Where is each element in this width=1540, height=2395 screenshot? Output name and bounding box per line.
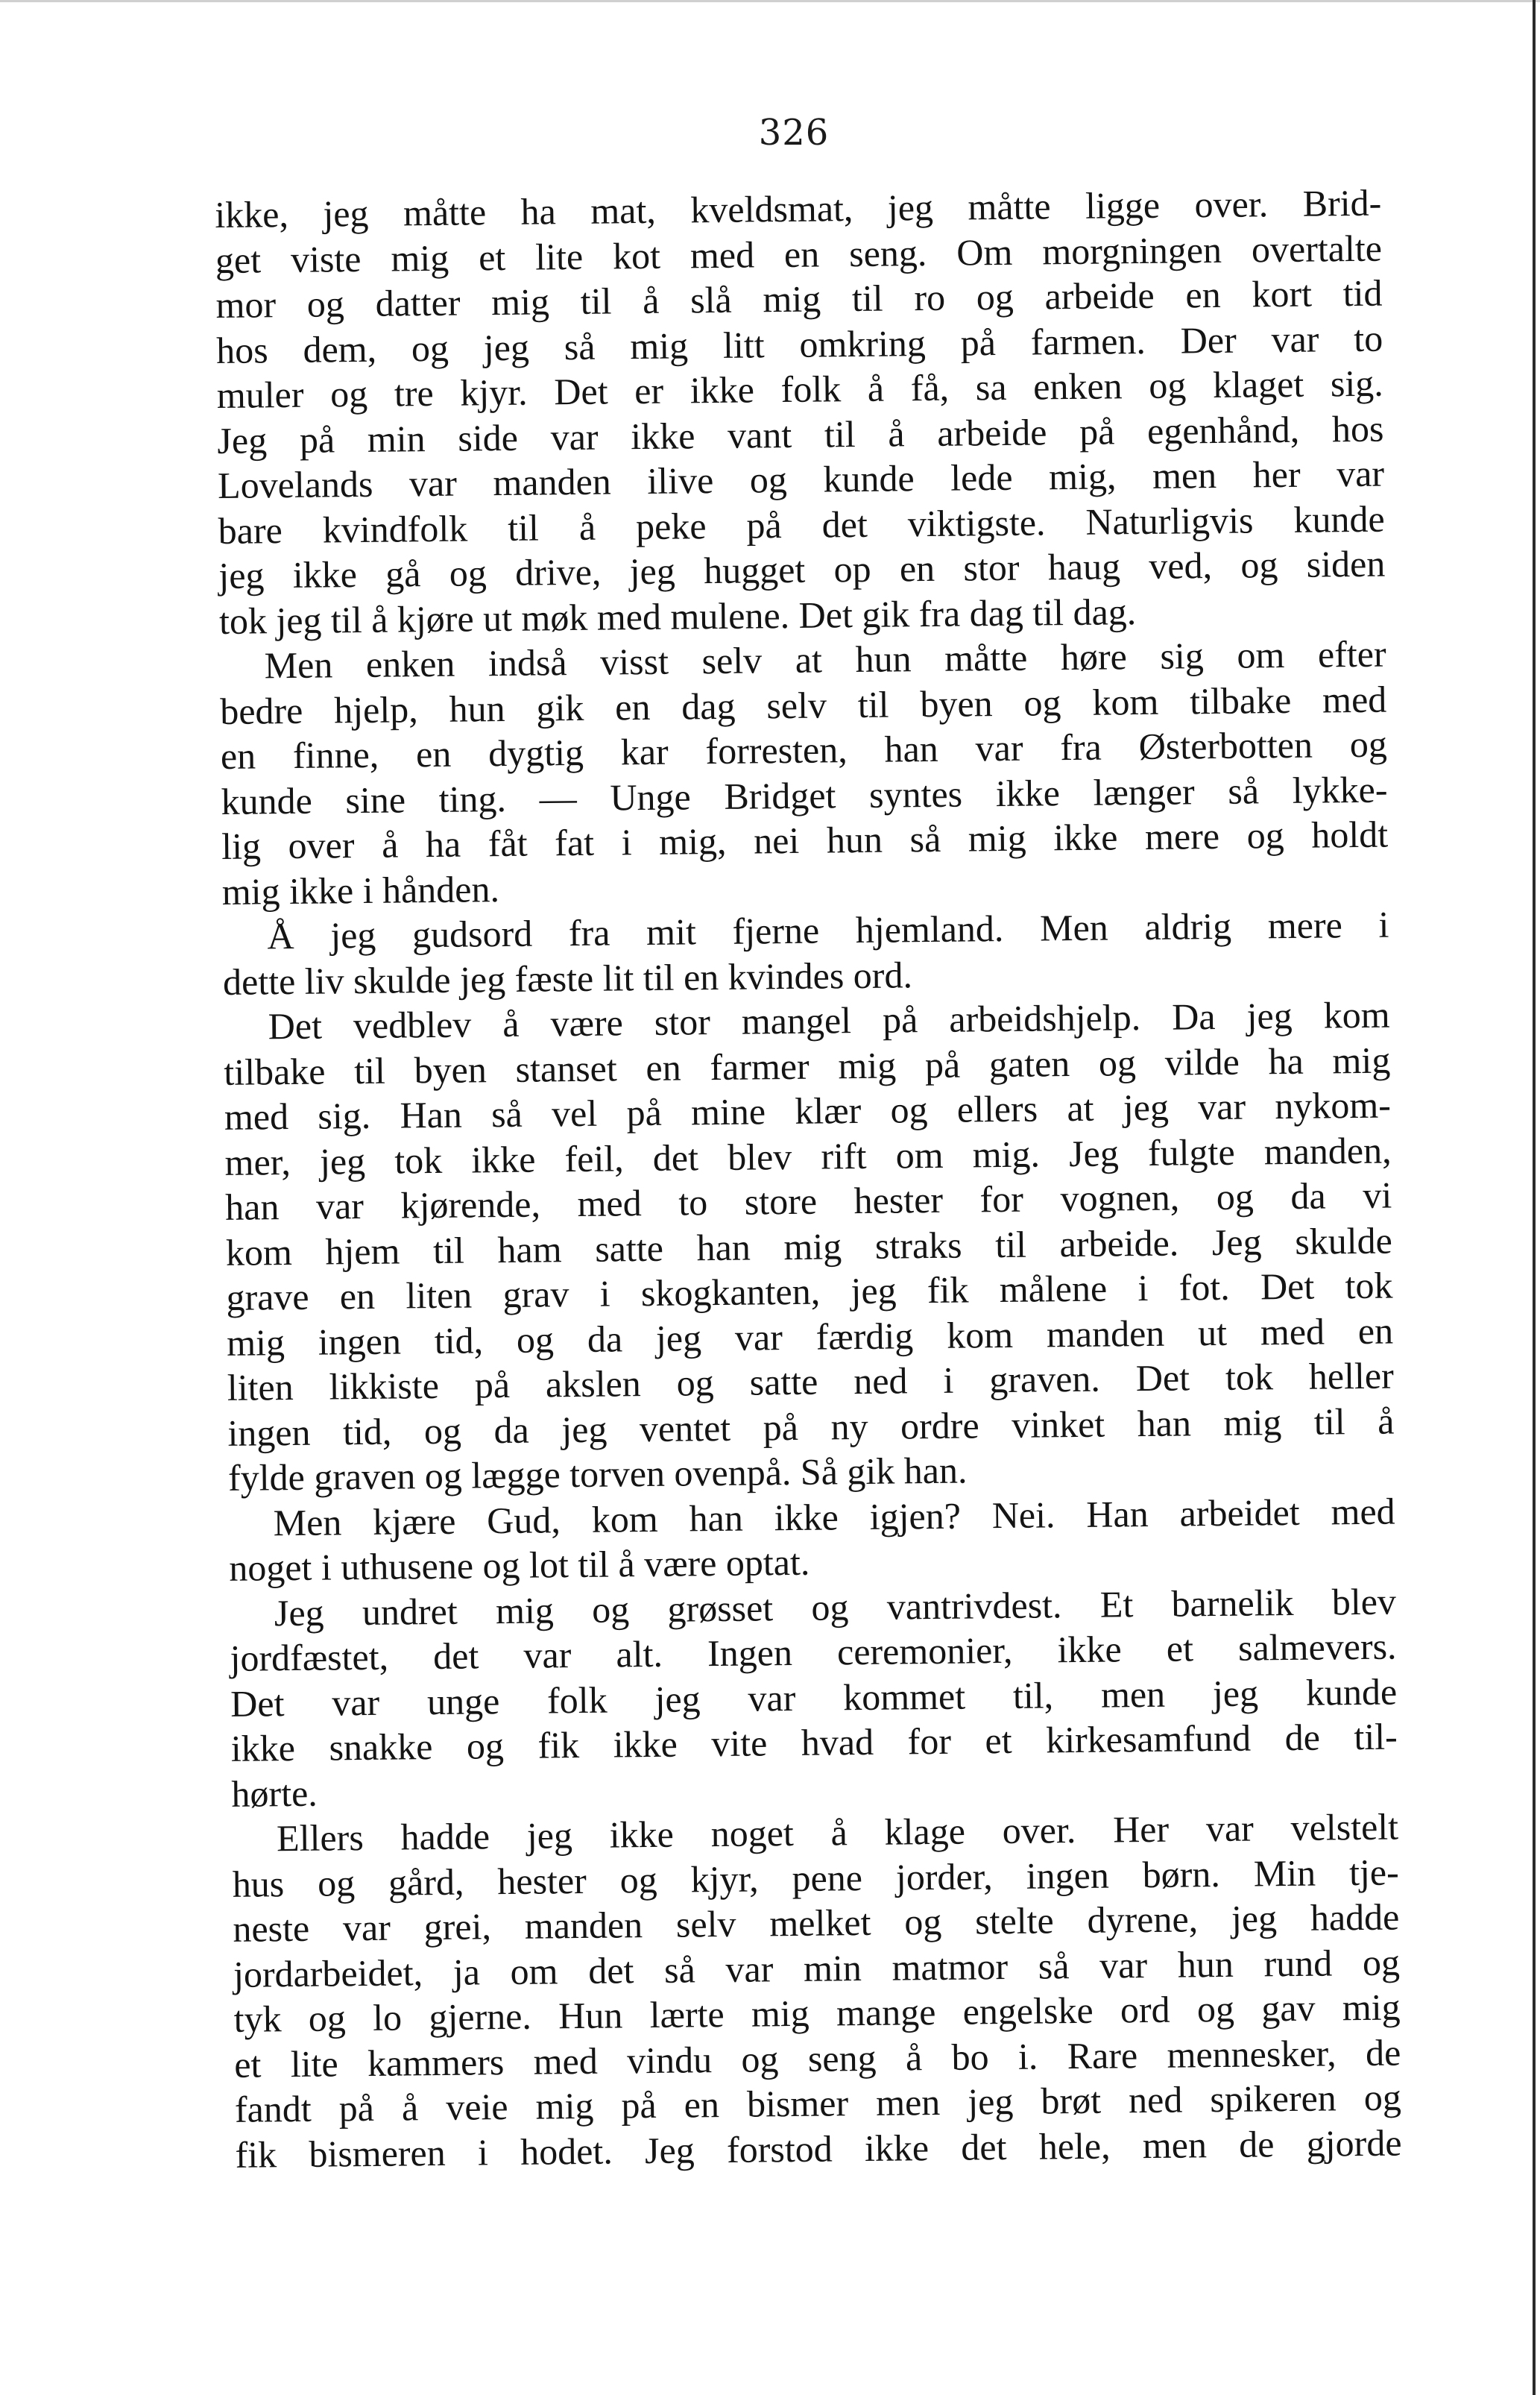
text-line: neste var grei, manden selv melket og stelte dyrene, jeg hadde <box>233 1895 1400 1950</box>
text-line: fandt på å veie mig på en bismer men jeg brøt ned spikeren og <box>234 2076 1402 2130</box>
text-line: fik bismeren i hodet. Jeg forstod ikke det hele, men de gjorde <box>235 2121 1402 2176</box>
text-line: Det var unge folk jeg var kommet til, men jeg kunde <box>230 1670 1398 1725</box>
paragraph <box>222 902 1389 1004</box>
text-line: Men kjære Gud, kom han ikke igjen? Nei. Han arbeidet med <box>273 1490 1395 1543</box>
page-top-edge <box>0 0 1540 2</box>
text-line: grave en liten grav i skogkanten, jeg fik målene i fot. Det tok <box>226 1264 1393 1318</box>
text-line: kom hjem til ham satte han mig straks til arbeide. Jeg skulde <box>225 1219 1393 1274</box>
text-line: Jeg undret mig og grøsset og vantrivdest. Et barnelik blev <box>274 1580 1397 1634</box>
text-line: jordarbeidet, ja om det så var min matmor så var hun rund og <box>233 1940 1401 1995</box>
text-line: mer, jeg tok ikke feil, det blev rift om mig. Jeg fulgte manden, <box>224 1129 1392 1183</box>
text-line: han var kjørende, med to store hester for vognen, og da vi <box>224 1174 1392 1228</box>
text-line: tilbake til byen stanset en farmer mig på gaten og vilde ha mig <box>224 1039 1391 1093</box>
text-line: noget i uthusene og lot til å være optat. <box>229 1540 810 1589</box>
text-line: muler og tre kjyr. Det er ikke folk å få, sa enken og klaget sig. <box>216 362 1384 416</box>
text-line: Å jeg gudsord fra mit fjerne hjemland. Men aldrig mere i <box>267 903 1389 957</box>
text-line: Jeg på min side var ikke vant til å arbeide på egenhånd, hos <box>217 407 1384 462</box>
text-line: fylde graven og lægge torven ovenpå. Så gik han. <box>227 1449 968 1499</box>
text-line: hos dem, og jeg så mig litt omkring på farmen. Der var to <box>215 317 1383 371</box>
text-line: tok jeg til å kjøre ut møk med mulene. Det gik fra dag til dag. <box>218 590 1137 642</box>
paragraph <box>215 180 1386 643</box>
text-line: ingen tid, og da jeg ventet på ny ordre vinket han mig til å <box>227 1400 1395 1454</box>
text-line: jordfæstet, det var alt. Ingen ceremonier, ikke et salmevers. <box>230 1625 1397 1679</box>
text-line: ikke, jeg måtte ha mat, kveldsmat, jeg måtte ligge over. Brid- <box>215 181 1382 236</box>
text-line: mor og datter mig til å slå mig til ro og arbeide en kort tid <box>215 271 1383 326</box>
text-line: ikke snakke og fik ikke vite hvad for et kirkesamfund de til- <box>230 1715 1398 1769</box>
text-line: Men enken indså visst selv at hun måtte høre sig om efter <box>264 632 1386 687</box>
text-line: Lovelands var manden ilive og kunde lede mig, men her var <box>217 452 1385 506</box>
text-line: bare kvindfolk til å peke på det viktigste. Naturligvis kunde <box>218 497 1385 552</box>
paragraph <box>230 1579 1398 1816</box>
paragraph <box>228 1488 1395 1590</box>
text-line: en finne, en dygtig kar forresten, han var fra Østerbotten og <box>220 723 1388 777</box>
text-line: hus og gård, hester og kjyr, pene jorder, ingen børn. Min tje- <box>232 1850 1399 1905</box>
page-number: 326 <box>758 112 830 154</box>
text-line: Det vedblev å være stor mangel på arbeidshjelp. Da jeg kom <box>268 993 1390 1048</box>
text-line: hørte. <box>231 1772 318 1815</box>
text-line: Ellers hadde jeg ikke noget å klage over. Her var velstelt <box>276 1805 1399 1860</box>
text-line: jeg ikke gå og drive, jeg hugget op en stor haug ved, og siden <box>218 542 1386 597</box>
text-line: dette liv skulde jeg fæste lit til en kvindes ord. <box>222 953 913 1003</box>
text-line: mig ikke i hånden. <box>221 867 500 913</box>
paragraph <box>219 632 1389 914</box>
body-text <box>215 180 1402 2177</box>
paragraph <box>232 1804 1402 2177</box>
text-line: et lite kammers med vindu og seng å bo i. Rare mennesker, de <box>233 2030 1401 2086</box>
text-line: mig ingen tid, og da jeg var færdig kom manden ut med en <box>226 1309 1394 1364</box>
text-line: kunde sine ting. — Unge Bridget syntes ikke længer så lykke- <box>221 768 1388 822</box>
text-line: bedre hjelp, hun gik en dag selv til byen og kom tilbake med <box>219 678 1387 732</box>
page-right-edge <box>1533 0 1536 2395</box>
text-line: med sig. Han så vel på mine klær og ellers at jeg var nykom- <box>224 1083 1392 1138</box>
text-line: liten likkiste på akslen og satte ned i graven. Det tok heller <box>227 1354 1394 1409</box>
text-line: get viste mig et lite kot med en seng. Om morgningen overtalte <box>215 227 1383 281</box>
text-line: tyk og lo gjerne. Hun lærte mig mange engelske ord og gav mig <box>233 1986 1401 2040</box>
text-line: lig over å ha fåt fat i mig, nei hun så mig ikke mere og holdt <box>221 813 1389 867</box>
paragraph <box>223 992 1395 1501</box>
